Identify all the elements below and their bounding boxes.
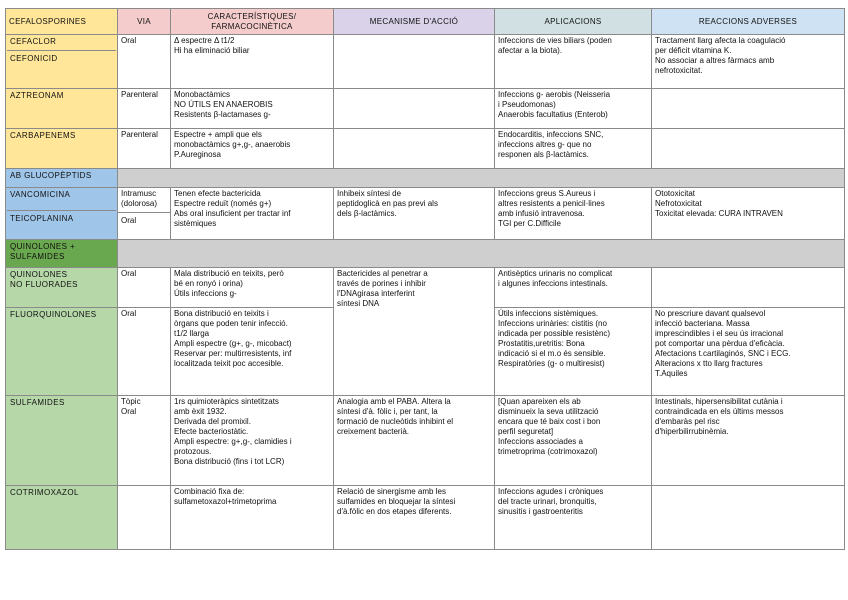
text-line: Afectacions t.cartilaginós, SNC i ECG. — [655, 349, 791, 358]
reac-cefaclor — [652, 35, 845, 89]
header-caracteristiques-l1: CARACTERÍSTIQUES/ — [207, 11, 297, 21]
text-line: indicació si el m.o és sensible. — [498, 349, 606, 358]
text-line: Tenen efecte bactericida — [174, 189, 261, 198]
section-glucopeptids-bar — [118, 169, 845, 188]
carac-sulfamides — [171, 396, 334, 486]
reac-vancomicina — [652, 188, 845, 240]
text-line: disminueix la seva utilització — [498, 407, 599, 416]
row-cefaclor — [6, 35, 845, 89]
text-line: Ampli espectre (g+, g-, micobact) — [174, 339, 292, 348]
text-line: Bona distribució (fins i tot LCR) — [174, 457, 285, 466]
row-cotrimoxazol — [6, 486, 845, 550]
text-line: Intestinals, hipersensibilitat cutània i — [655, 397, 783, 406]
drug-cefaclor — [6, 35, 118, 89]
text-line: Infeccions urinàries: cistitis (no — [498, 319, 607, 328]
carac-fluorquinolones — [171, 308, 334, 396]
mec-sulfamides — [334, 396, 495, 486]
text-line: T.Aquiles — [655, 369, 688, 378]
via-cotrimoxazol — [118, 486, 171, 550]
text-line: Monobactàmics — [174, 90, 231, 99]
aplic-carbapenems — [495, 129, 652, 169]
reac-sulfamides — [652, 396, 845, 486]
text-line: Hi ha eliminació biliar — [174, 46, 250, 55]
text-line: Bona distribució en teixits i — [174, 309, 269, 318]
text-line: Inhibeix síntesi de — [337, 189, 402, 198]
text-line: nefrotoxicitat. — [655, 66, 703, 75]
text-line: Útils infeccions sistèmiques. — [498, 309, 599, 318]
carac-cefaclor — [171, 35, 334, 89]
row-vancomicina — [6, 188, 845, 240]
text-line: Resistents β-lactamases g- — [174, 110, 271, 119]
via-aztreonam: Parenteral — [118, 89, 171, 129]
text-line: Reservar per: multirresistents, inf — [174, 349, 292, 358]
aplic-aztreonam — [495, 89, 652, 129]
section-glucopeptids — [6, 169, 845, 188]
row-quinolones-nf — [6, 268, 845, 308]
header-caracteristiques-l2: FARMACOCINÈTICA — [211, 21, 293, 31]
row-aztreonam — [6, 89, 845, 129]
text-line: monobactàmics g+,g-, anaerobis — [174, 140, 291, 149]
via-teicoplanina — [118, 212, 170, 226]
drug-fluorquinolones: FLUORQUINOLONES — [6, 308, 118, 396]
mec-vancomicina — [334, 188, 495, 240]
carac-cotrimoxazol — [171, 486, 334, 550]
text-line: P.Aureginosa — [174, 150, 221, 159]
drug-sulfamides: SULFAMIDES — [6, 396, 118, 486]
text-line: infecció bacteriana. Massa — [655, 319, 750, 328]
drug-vancomicina-label: VANCOMICINA — [10, 190, 71, 199]
text-line: indicada per possible resistènc) — [498, 329, 611, 338]
via-quinolones-nf: Oral — [118, 268, 171, 308]
text-line: l'DNAgirasa interferint — [337, 289, 415, 298]
text-line: Respiratòries (g- o multiresist) — [498, 359, 605, 368]
text-line: t1/2 llarga — [174, 329, 210, 338]
text-line: imprescindibles i el seu ús irracional — [655, 329, 784, 338]
header-cefalosporines: CEFALOSPORINES — [6, 9, 118, 35]
text-line: del tracte urinari, bronquitis, — [498, 497, 597, 506]
text-line: Combinació fixa de: — [174, 487, 245, 496]
text-line: d'embaràs pel risc — [655, 417, 720, 426]
drug-carbapenems: CARBAPENEMS — [6, 129, 118, 169]
drug-cefaclor-label: CEFACLOR — [10, 37, 57, 46]
text-line: [Quan apareixen els ab — [498, 397, 581, 406]
text-line: trimetroprima (cotrimoxazol) — [498, 447, 598, 456]
text-line: NO ÚTILS EN ANAEROBIS — [174, 100, 273, 109]
text-line: Prostatitis,uretritis: Bona — [498, 339, 585, 348]
aplic-sulfamides — [495, 396, 652, 486]
drug-cefonicid-label: CEFONICID — [10, 54, 58, 63]
carac-carbapenems — [171, 129, 334, 169]
drug-aztreonam: AZTREONAM — [6, 89, 118, 129]
text-line: Analogia amb el PABA. Altera la — [337, 397, 451, 406]
via-sulfamides — [118, 396, 171, 486]
via-fluorquinolones: Oral — [118, 308, 171, 396]
header-row — [6, 9, 845, 35]
carac-vancomicina — [171, 188, 334, 240]
text-line: Alteracions x tto llarg fractures — [655, 359, 763, 368]
via-vancomicina — [118, 188, 171, 240]
antibiotics-table — [5, 8, 845, 550]
carac-quinolones-nf — [171, 268, 334, 308]
aplic-quinolones-nf — [495, 268, 652, 308]
mec-aztreonam — [334, 89, 495, 129]
text-line: Espectre + ampli que els — [174, 130, 262, 139]
text-line: Derivada del promixil. — [174, 417, 251, 426]
reac-carbapenems — [652, 129, 845, 169]
text-line: Oral — [121, 216, 137, 225]
text-line: protozous. — [174, 447, 212, 456]
text-line: dels β-lactàmics. — [337, 209, 397, 218]
text-line: encara que té baix cost i bon — [498, 417, 601, 426]
text-line: Útils infeccions g- — [174, 289, 237, 298]
text-line: Abs oral insuficient per tractar inf — [174, 209, 291, 218]
mec-cotrimoxazol — [334, 486, 495, 550]
text-line: Ototoxicitat — [655, 189, 696, 198]
text-line: afectar a la biota). — [498, 46, 563, 55]
aplic-cefaclor — [495, 35, 652, 89]
mec-quinolones — [334, 268, 495, 396]
text-line: Tòpic — [121, 397, 141, 406]
via-carbapenems: Parenteral — [118, 129, 171, 169]
text-line: No associar a altres fàrmacs amb — [655, 56, 775, 65]
row-sulfamides — [6, 396, 845, 486]
text-line: Intramusc — [121, 189, 157, 198]
mec-cefaclor — [334, 35, 495, 89]
text-line: SULFAMIDES — [10, 252, 65, 261]
text-line: Ampli espectre: g+,g-, clamidies i — [174, 437, 292, 446]
text-line: per déficit vitamina K. — [655, 46, 732, 55]
text-line: creixement bacterià. — [337, 427, 410, 436]
text-line: sistèmiques — [174, 219, 217, 228]
text-line: infeccions altres g- que no — [498, 140, 592, 149]
text-line: peptidoglicà en pas previ als — [337, 199, 438, 208]
text-line: Bactericides al penetrar a — [337, 269, 428, 278]
text-line: TGI per C.Difficile — [498, 219, 561, 228]
header-caracteristiques — [171, 9, 334, 35]
text-line: sinusitis i gastroenteritis — [498, 507, 583, 516]
text-line: síntesi DNA — [337, 299, 380, 308]
text-line: sulfametoxazol+trimetoprima — [174, 497, 277, 506]
drug-vancomicina — [6, 188, 118, 240]
text-line: Oral — [121, 407, 137, 416]
header-reaccions: REACCIONS ADVERSES — [652, 9, 845, 35]
text-line: d'à.fòlic en dos etapes diferents. — [337, 507, 452, 516]
reac-quinolones-nf — [652, 268, 845, 308]
text-line: Infeccions de vies biliars (poden — [498, 36, 612, 45]
text-line: i Pseudomonas) — [498, 100, 556, 109]
reac-aztreonam — [652, 89, 845, 129]
reac-cotrimoxazol — [652, 486, 845, 550]
text-line: Tractament llarg afecta la coagulació — [655, 36, 786, 45]
text-line: amb infusió intravenosa. — [498, 209, 585, 218]
text-line: responen als β-lactàmics. — [498, 150, 589, 159]
row-carbapenems — [6, 129, 845, 169]
text-line: Infeccions g- aerobis (Neisseria — [498, 90, 611, 99]
text-line: contraindicada en els últims messos — [655, 407, 784, 416]
text-line: sulfamides en bloquejar la síntesi — [337, 497, 456, 506]
via-cefaclor: Oral — [118, 35, 171, 89]
aplic-vancomicina — [495, 188, 652, 240]
text-line: Infeccions associades a — [498, 437, 583, 446]
text-line: Toxicitat elevada: CURA INTRAVEN — [655, 209, 783, 218]
text-line: través de porines i inhibir — [337, 279, 426, 288]
text-line: bé en ronyó i orina) — [174, 279, 243, 288]
aplic-fluorquinolones — [495, 308, 652, 396]
drug-quinolones-nf — [6, 268, 118, 308]
text-line: pot comportar una pèrdua d'eficàcia. — [655, 339, 785, 348]
text-line: i algunes infeccions intestinals. — [498, 279, 608, 288]
text-line: QUINOLONES + — [10, 242, 76, 251]
text-line: Mala distribució en teixits, però — [174, 269, 284, 278]
text-line: formació de nucleòtids inhibint el — [337, 417, 454, 426]
text-line: òrgans que poden tenir infecció. — [174, 319, 288, 328]
text-line: perfil seguretat] — [498, 427, 554, 436]
drug-teicoplanina-label: TEICOPLANINA — [10, 214, 74, 223]
text-line: localitzada teixit poc accesible. — [174, 359, 284, 368]
text-line: 1rs quimioteràpics sintetitzats — [174, 397, 279, 406]
text-line: Antisèptics urinaris no complicat — [498, 269, 613, 278]
text-line: Nefrotoxicitat — [655, 199, 702, 208]
drug-teicoplanina — [7, 210, 116, 224]
section-quinolones-sulfamides-bar — [118, 240, 845, 268]
text-line: QUINOLONES — [10, 270, 68, 279]
text-line: Anaerobis facultatius (Enterob) — [498, 110, 608, 119]
text-line: Efecte bacteriostàtic. — [174, 427, 249, 436]
text-line: Relació de sinergisme amb les — [337, 487, 446, 496]
reac-fluorquinolones — [652, 308, 845, 396]
text-line: Espectre reduït (només g+) — [174, 199, 272, 208]
text-line: Endocarditis, infeccions SNC, — [498, 130, 604, 139]
text-line: síntesi d'à. fòlic i, per tant, la — [337, 407, 438, 416]
text-line: amb èxit 1932. — [174, 407, 227, 416]
drug-cotrimoxazol: COTRIMOXAZOL — [6, 486, 118, 550]
header-aplicacions: APLICACIONS — [495, 9, 652, 35]
section-glucopeptids-label: AB GLUCOPÈPTIDS — [6, 169, 118, 188]
text-line: (dolorosa) — [121, 199, 158, 208]
text-line: Infeccions greus S.Aureus i — [498, 189, 596, 198]
header-via: VIA — [118, 9, 171, 35]
text-line: altres resistents a penicil·lines — [498, 199, 605, 208]
text-line: NO FLUORADES — [10, 280, 78, 289]
mec-carbapenems — [334, 129, 495, 169]
header-mecanisme: MECANISME D'ACCIÓ — [334, 9, 495, 35]
section-quinolones-sulfamides — [6, 240, 845, 268]
text-line: No prescriure davant qualsevol — [655, 309, 766, 318]
carac-aztreonam — [171, 89, 334, 129]
drug-cefonicid — [7, 50, 116, 64]
text-line: d'hiperbilirrubinèmia. — [655, 427, 729, 436]
text-line: Δ espectre Δ t1/2 — [174, 36, 235, 45]
aplic-cotrimoxazol — [495, 486, 652, 550]
text-line: Infeccions agudes i cròniques — [498, 487, 604, 496]
section-quinolones-sulfamides-label — [6, 240, 118, 268]
